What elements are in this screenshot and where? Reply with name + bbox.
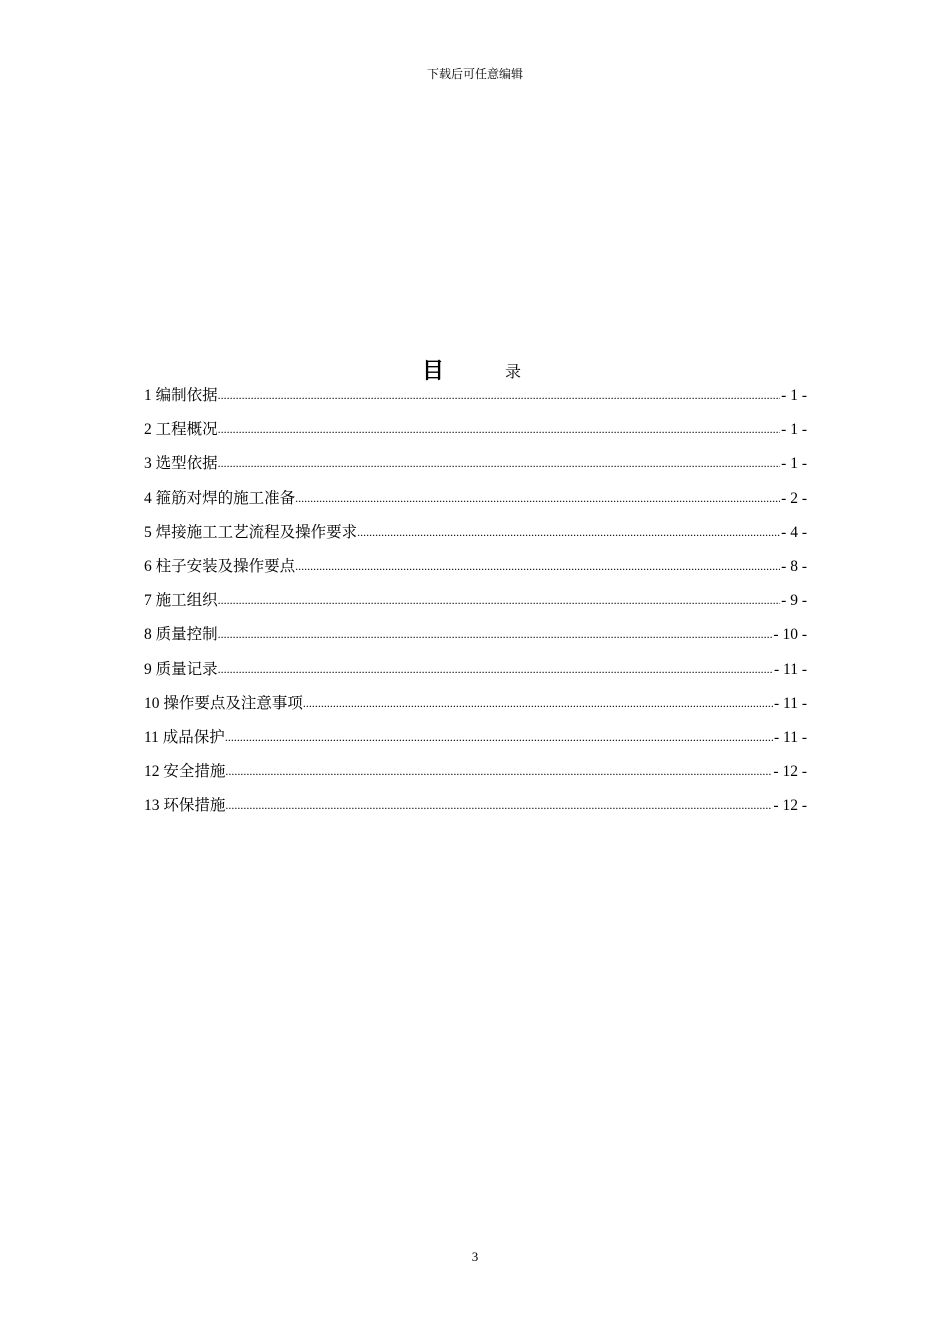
toc-entry[interactable]: [144, 760, 807, 794]
toc-leader-dots: [218, 417, 781, 441]
toc-entry-page: - 11 -: [774, 694, 807, 712]
toc-entry[interactable]: [144, 555, 807, 589]
toc-title-part2: 录: [505, 364, 522, 381]
toc-entry-page: - 1 -: [781, 421, 807, 439]
toc-entry-label: 10 操作要点及注意事项: [144, 694, 303, 712]
toc-entry[interactable]: [144, 726, 807, 760]
toc-entry[interactable]: [144, 692, 807, 726]
toc-entry-label: 6 柱子安装及操作要点: [144, 557, 296, 575]
toc-entry-page: - 11 -: [774, 660, 807, 678]
toc-entry-label: 4 箍筋对焊的施工准备: [144, 489, 296, 507]
toc-leader-dots: [225, 759, 772, 783]
header-note: 下载后可任意编辑: [426, 67, 523, 81]
toc-entry-page: - 11 -: [774, 728, 807, 746]
toc-entry[interactable]: [144, 589, 807, 623]
toc-entry[interactable]: [144, 384, 807, 418]
toc-entry-label: 7 施工组织: [144, 592, 218, 610]
toc-entry[interactable]: [144, 452, 807, 486]
toc-entry[interactable]: [144, 521, 807, 555]
toc-entry-page: - 8 -: [781, 557, 807, 575]
toc-entry-label: 1 编制依据: [144, 387, 218, 404]
toc-entry-label: 12 安全措施: [144, 763, 226, 781]
toc-leader-dots: [357, 520, 780, 544]
toc-leader-dots: [218, 657, 773, 681]
toc-leader-dots: [303, 691, 773, 715]
page-number: 3: [471, 1249, 479, 1264]
toc-entry-page: - 9 -: [781, 592, 807, 610]
toc-leader-dots: [225, 725, 773, 749]
toc-leader-dots: [218, 383, 781, 407]
toc-entry-page: - 4 -: [781, 523, 807, 541]
toc-entry[interactable]: [144, 623, 807, 657]
toc-entry[interactable]: [144, 658, 807, 692]
toc-entry-page: - 2 -: [781, 489, 807, 507]
toc-entry-label: 5 焊接施工工艺流程及操作要求: [144, 523, 358, 541]
toc-leader-dots: [295, 554, 780, 578]
toc-entry[interactable]: [144, 418, 807, 452]
toc-leader-dots: [218, 588, 781, 612]
toc-leader-dots: [225, 793, 772, 817]
toc-entry-page: - 1 -: [781, 455, 807, 473]
toc-entry-page: - 1 -: [781, 387, 807, 404]
toc-list: [144, 384, 807, 828]
toc-entry-label: 8 质量控制: [144, 626, 218, 644]
toc-entry[interactable]: [144, 487, 807, 521]
toc-entry-page: - 10 -: [773, 626, 807, 644]
toc-entry-label: 9 质量记录: [144, 660, 218, 678]
toc-entry-label: 11 成品保护: [144, 728, 225, 746]
toc-leader-dots: [218, 451, 781, 475]
toc-leader-dots: [218, 622, 773, 646]
toc-entry[interactable]: [144, 794, 807, 828]
toc-title: [0, 356, 950, 386]
toc-entry-label: 3 选型依据: [144, 455, 218, 473]
toc-title-part1: 目: [422, 358, 445, 383]
toc-entry-label: 2 工程概况: [144, 421, 218, 439]
toc-leader-dots: [295, 486, 780, 510]
toc-entry-page: - 12 -: [773, 763, 807, 781]
toc-entry-label: 13 环保措施: [144, 797, 226, 815]
toc-entry-page: - 12 -: [773, 797, 807, 815]
